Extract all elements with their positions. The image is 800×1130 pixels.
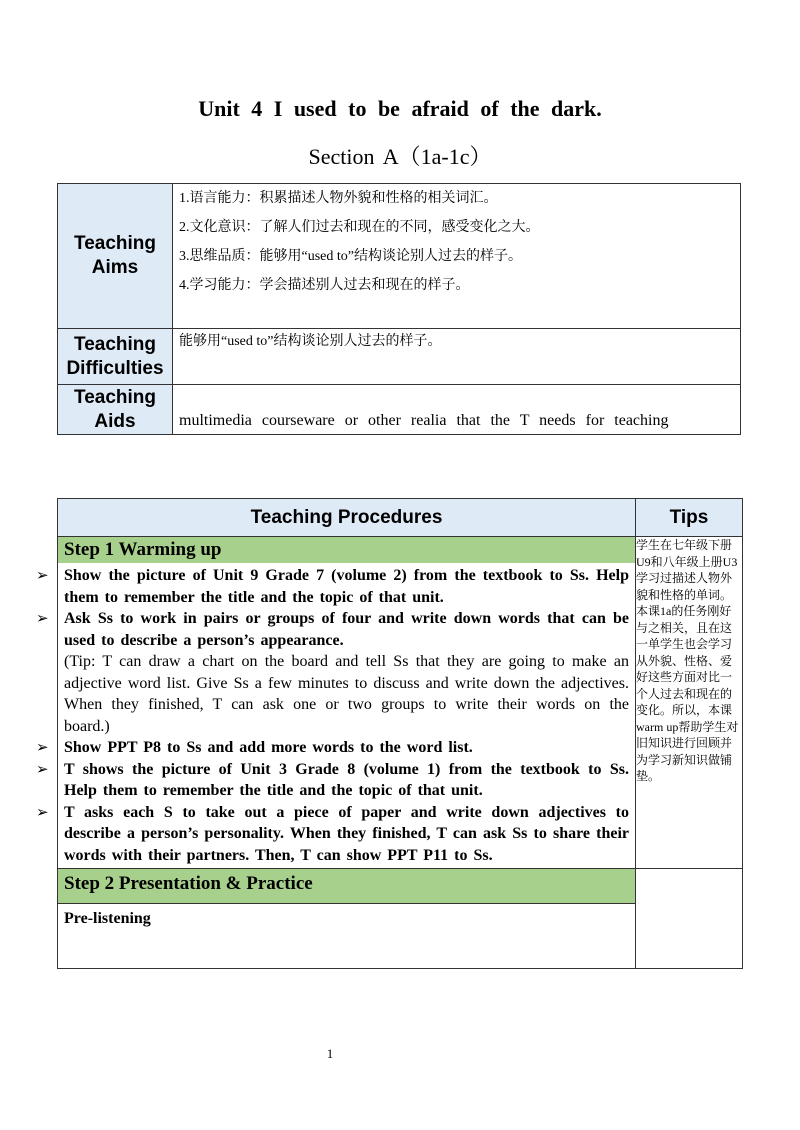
arrow-bullet-icon: ➢ bbox=[36, 738, 49, 756]
aims-table bbox=[57, 183, 741, 435]
list-item: ➢ T asks each S to take out a piece of paper and write down adjectives to describe a person’s personality. When they finished, T can ask Ss to share their words with their partners. Then, T can show PPT P11 to Ss. bbox=[36, 802, 629, 864]
list-item: ➢ Ask Ss to work in pairs or groups of four and write down words that can be used to describe a person’s appearance. bbox=[36, 609, 629, 649]
aims-item: 4.学习能力：学会描述别人过去和现在的样子。 bbox=[179, 278, 470, 293]
list-item: ➢ T shows the picture of Unit 3 Grade 8 (volume 1) from the textbook to Ss. Help them to remember the title and the topic of that unit. bbox=[36, 759, 629, 799]
difficulties-text: 能够用“used to”结构谈论别人过去的样子。 bbox=[173, 329, 741, 385]
step2-tips bbox=[636, 869, 743, 969]
aids-text: multimedia courseware or other realia that the T needs for teaching bbox=[173, 385, 741, 435]
step2-title: Step 2 Presentation & Practice bbox=[58, 869, 635, 903]
list-item: ➢ Show PPT P8 to Ss and add more words to the word list. bbox=[64, 737, 629, 759]
page-number: 1 bbox=[326, 1046, 334, 1061]
arrow-bullet-icon: ➢ bbox=[36, 609, 49, 627]
arrow-bullet-icon: ➢ bbox=[36, 566, 49, 584]
procedures-header: Teaching Procedures bbox=[58, 499, 636, 537]
difficulties-label: Teaching Difficulties bbox=[58, 329, 173, 385]
aims-item: 1.语言能力：积累描述人物外貌和性格的相关词汇。 bbox=[179, 191, 498, 206]
tip-paragraph: (Tip: T can draw a chart on the board and tell Ss that they are going to make an adjective word list. Give Ss a few minutes to discuss and write down the adjectives. When they finished, T can ask one or two groups to write their words on the board.) bbox=[64, 653, 629, 735]
aims-item: 3.思维品质：能够用“used to”结构谈论别人过去的样子。 bbox=[179, 249, 522, 264]
pre-listening-label: Pre-listening bbox=[58, 903, 635, 934]
list-item: ➢ Show the picture of Unit 9 Grade 7 (volume 2) from the textbook to Ss. Help them to remember the title and the topic of that unit. bbox=[36, 566, 629, 606]
document-subtitle: Section A（1a-1c） bbox=[308, 144, 492, 169]
aids-label: Teaching Aids bbox=[58, 385, 173, 435]
aims-label: Teaching Aims bbox=[58, 184, 173, 329]
step1-title: Step 1 Warming up bbox=[58, 537, 635, 563]
procedures-table bbox=[36, 498, 743, 969]
aims-list bbox=[173, 184, 741, 329]
arrow-bullet-icon: ➢ bbox=[36, 802, 49, 821]
tips-header: Tips bbox=[636, 499, 743, 537]
document-title: Unit 4 I used to be afraid of the dark. bbox=[198, 96, 602, 121]
arrow-bullet-icon: ➢ bbox=[36, 759, 49, 778]
step1-tips: 学生在七年级下册U9和八年级上册U3学习过描述人物外貌和性格的单词。本课1a的任务刚好与之相关，且在这一单学生也会学习从外貌、性格、爱好这些方面对比一个人过去和现在的变化。所以，本课warm up帮助学生对旧知识进行回顾并为学习新知识做铺垫。 bbox=[636, 537, 743, 869]
aims-item: 2.文化意识：了解人们过去和现在的不同，感受变化之大。 bbox=[179, 220, 540, 235]
step1-body bbox=[36, 563, 635, 868]
